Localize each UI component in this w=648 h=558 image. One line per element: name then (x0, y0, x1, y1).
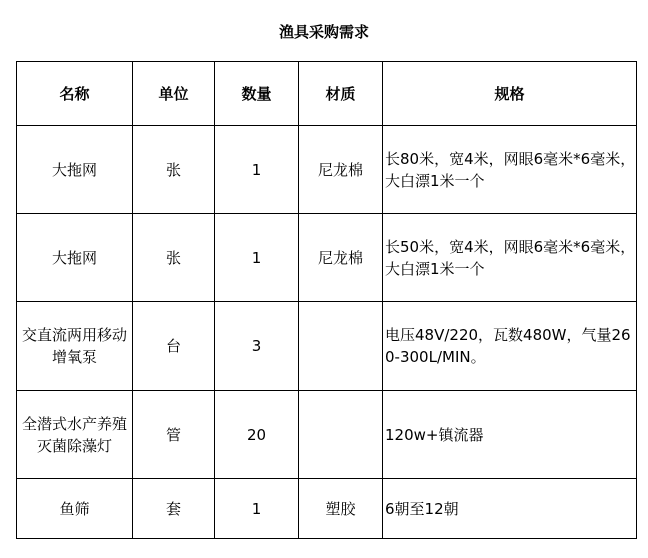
table-row (17, 214, 637, 302)
header-material: 材质 (299, 62, 383, 126)
cell-material: 塑胶 (299, 479, 383, 539)
header-quantity: 数量 (215, 62, 299, 126)
cell-spec: 长50米，宽4米，网眼6毫米*6毫米，大白漂1米一个 (383, 214, 637, 302)
cell-quantity: 1 (215, 479, 299, 539)
cell-quantity: 1 (215, 214, 299, 302)
cell-name: 大拖网 (17, 214, 133, 302)
cell-unit: 张 (133, 126, 215, 214)
cell-material (299, 302, 383, 391)
cell-spec: 电压48V/220，瓦数480W，气量260-300L/MIN。 (383, 302, 637, 391)
header-name: 名称 (17, 62, 133, 126)
cell-material: 尼龙棉 (299, 214, 383, 302)
cell-quantity: 20 (215, 391, 299, 479)
cell-unit: 管 (133, 391, 215, 479)
cell-name: 交直流两用移动增氧泵 (17, 302, 133, 391)
document-title: 渔具采购需求 (278, 23, 369, 41)
cell-unit: 台 (133, 302, 215, 391)
cell-unit: 张 (133, 214, 215, 302)
cell-spec: 长80米，宽4米，网眼6毫米*6毫米，大白漂1米一个 (383, 126, 637, 214)
cell-quantity: 3 (215, 302, 299, 391)
cell-unit: 套 (133, 479, 215, 539)
table-row (17, 391, 637, 479)
cell-material (299, 391, 383, 479)
table-header-row (17, 62, 637, 126)
table-row (17, 126, 637, 214)
cell-name: 大拖网 (17, 126, 133, 214)
table-row (17, 302, 637, 391)
cell-quantity: 1 (215, 126, 299, 214)
header-spec: 规格 (383, 62, 637, 126)
cell-material: 尼龙棉 (299, 126, 383, 214)
cell-name: 全潜式水产养殖灭菌除藻灯 (17, 391, 133, 479)
procurement-table (16, 61, 637, 539)
header-unit: 单位 (133, 62, 215, 126)
cell-name: 鱼筛 (17, 479, 133, 539)
cell-spec: 120w+镇流器 (383, 391, 637, 479)
cell-spec: 6朝至12朝 (383, 479, 637, 539)
table-row (17, 479, 637, 539)
